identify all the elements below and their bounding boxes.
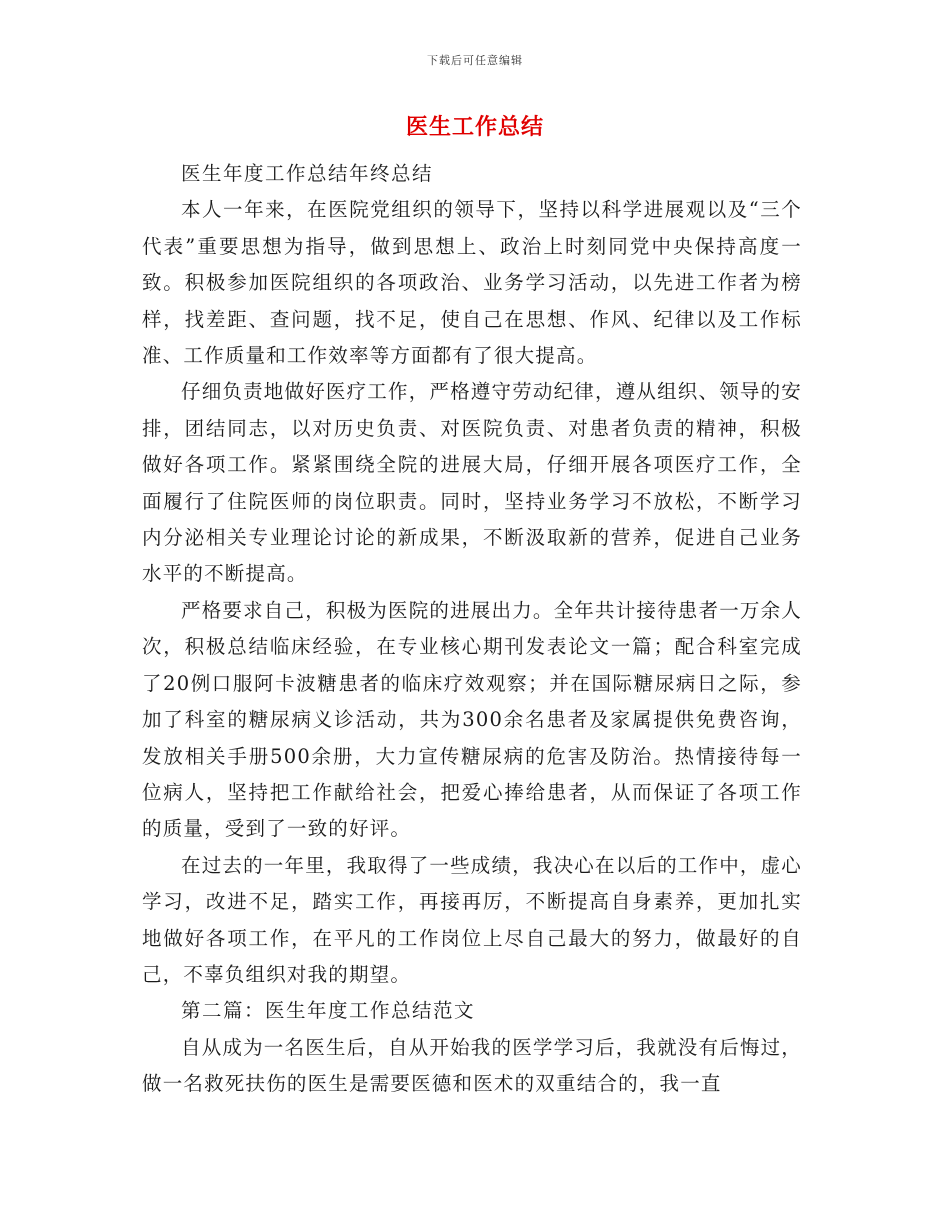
paragraph: 自从成为一名医生后，自从开始我的医学学习后，我就没有后悔过，做一名救死扶伤的医生是需要医德和医术的双重结合的，我一直 [142, 1035, 803, 1096]
download-note: 下载后可任意编辑 [427, 54, 523, 67]
document-title: 医生工作总结 [405, 114, 544, 140]
paragraph: 在过去的一年里，我取得了一些成绩，我决心在以后的工作中，虚心学习，改进不足，踏实工作，再接再厉，不断提高自身素养，更加扎实地做好各项工作，在平凡的工作岗位上尽自己最大的努力，做最好的自己，不辜负组织对我的期望。 [142, 853, 803, 986]
paragraph: 本人一年来，在医院党组织的领导下，坚持以科学进展观以及“三个代表”重要思想为指导，做到思想上、政治上时刻同党中央保持高度一致。积极参加医院组织的各项政治、业务学习活动，以先进工作者为榜样，找差距、查问题，找不足，使自己在思想、作风、纪律以及工作标准、工作质量和工作效率等方面都有了很大提高。 [142, 198, 802, 368]
section-heading: 医生年度工作总结年终总结 [181, 162, 434, 185]
section-heading: 第二篇：医生年度工作总结范文 [181, 999, 476, 1023]
paragraph: 严格要求自己，积极为医院的进展出力。全年共计接待患者一万余人次，积极总结临床经验，在专业核心期刊发表论文一篇；配合科室完成了20例口服阿卡波糖患者的临床疗效观察；并在国际糖尿病日之际，参加了科室的糖尿病义诊活动，共为300余名患者及家属提供免费咨询，发放相关手册500余册，大力宣传糖尿病的危害及防治。热情接待每一位病人，坚持把工作献给社会，把爱心捧给患者，从而保证了各项工作的质量，受到了一致的好评。 [142, 598, 803, 841]
paragraph: 仔细负责地做好医疗工作，严格遵守劳动纪律，遵从组织、领导的安排，团结同志，以对历史负责、对医院负责、对患者负责的精神，积极做好各项工作。紧紧围绕全院的进展大局，仔细开展各项医疗工作，全面履行了住院医师的岗位职责。同时，坚持业务学习不放松，不断学习内分泌相关专业理论讨论的新成果，不断汲取新的营养，促进自己业务水平的不断提高。 [142, 380, 803, 586]
document-body [142, 156, 802, 1103]
